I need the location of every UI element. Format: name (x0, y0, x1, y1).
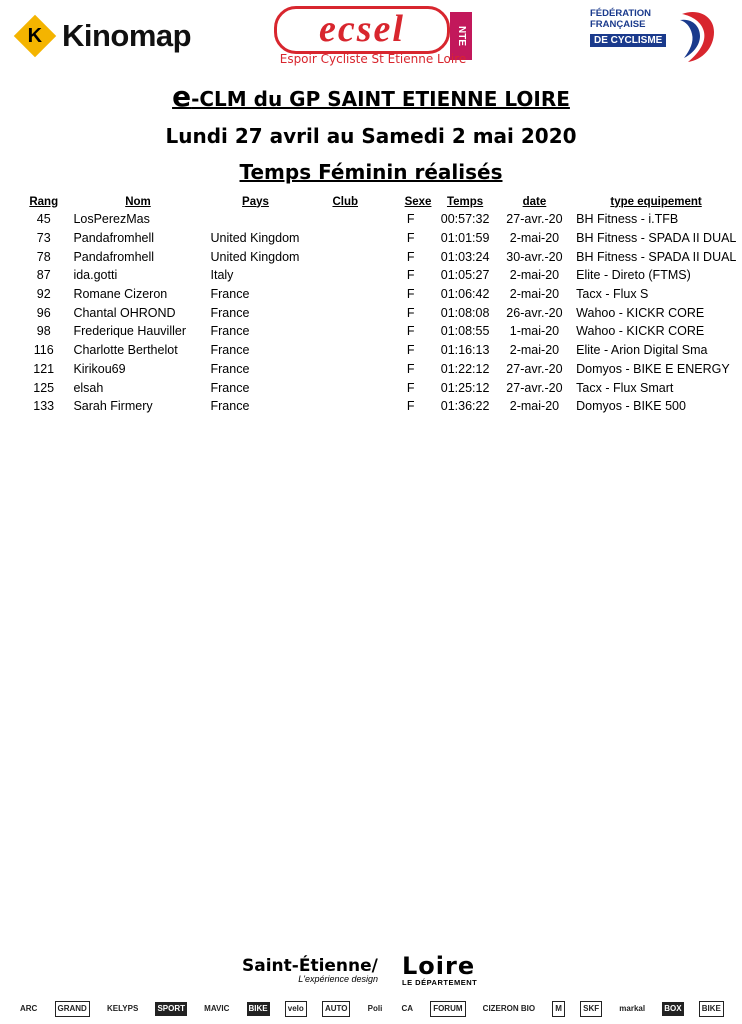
ecsel-tag: NTE (450, 12, 472, 60)
sponsor-logo: markal (619, 1004, 646, 1013)
cell-equipement: Elite - Direto (FTMS) (576, 268, 691, 283)
cell-nom: ida.gotti (73, 268, 118, 283)
cell-rang: 121 (33, 361, 55, 376)
sponsor-logo: ARC (20, 1004, 38, 1013)
section-title: Temps Féminin réalisés (239, 160, 503, 184)
cell-temps: 01:25:12 (440, 380, 490, 395)
table-row (22, 210, 742, 229)
cell-pays: France (210, 305, 250, 320)
table-row (22, 322, 742, 341)
ecsel-logo (270, 6, 476, 70)
cell-pays: United Kingdom (210, 231, 300, 246)
results-body (22, 210, 742, 416)
cell-date: 2-mai-20 (509, 287, 560, 302)
cell-club (300, 341, 390, 360)
ffc-line3: DE CYCLISME (590, 34, 666, 47)
cell-temps: 01:05:27 (440, 268, 490, 283)
cell-rang: 96 (36, 305, 51, 320)
cell-sexe: F (406, 361, 415, 376)
table-row (22, 397, 742, 416)
sponsor-strip (18, 998, 724, 1020)
sponsor-logo: CIZERON BIO (482, 1004, 536, 1013)
table-row (22, 285, 742, 304)
cell-date: 1-mai-20 (509, 324, 560, 339)
sponsor-logo: SKF (580, 1001, 602, 1017)
cell-date: 30-avr.-20 (506, 249, 563, 264)
cell-nom: Pandafromhell (73, 231, 155, 246)
header-temps: Temps (446, 195, 484, 208)
cell-equipement: Wahoo - KICKR CORE (576, 305, 705, 320)
cell-nom: Pandafromhell (73, 249, 155, 264)
cell-club (300, 285, 390, 304)
table-row (22, 341, 742, 360)
cell-sexe: F (406, 287, 415, 302)
cell-rang: 125 (33, 380, 55, 395)
ffc-line1: FÉDÉRATION (590, 8, 652, 19)
sponsor-logo: KELYPS (107, 1004, 139, 1013)
cell-pays: France (210, 361, 250, 376)
cell-date: 27-avr.-20 (506, 212, 563, 227)
table-header-row (22, 193, 742, 210)
cell-equipement: Domyos - BIKE E ENERGY (576, 361, 730, 376)
event-title (0, 80, 742, 113)
cell-equipement: Domyos - BIKE 500 (576, 399, 686, 414)
cell-date: 2-mai-20 (509, 231, 560, 246)
sponsor-logo: Poli (367, 1004, 383, 1013)
cell-date: 2-mai-20 (509, 343, 560, 358)
cell-date: 27-avr.-20 (506, 380, 563, 395)
cell-temps: 01:16:13 (440, 343, 490, 358)
cell-club (300, 210, 390, 229)
loire-logo (402, 954, 502, 990)
ecsel-subtitle: Espoir Cycliste St Etienne Loire (279, 52, 467, 66)
cell-club (300, 303, 390, 322)
cell-nom: Sarah Firmery (73, 399, 153, 414)
ffc-line2: FRANÇAISE (590, 19, 646, 30)
cell-temps: 01:22:12 (440, 361, 490, 376)
ecsel-wordmark: ecsel (274, 6, 450, 54)
ffc-swoosh-icon (678, 8, 718, 64)
cell-temps: 01:08:08 (440, 305, 490, 320)
cell-rang: 92 (36, 287, 51, 302)
sponsor-logo: MAVIC (204, 1004, 230, 1013)
cell-sexe: F (406, 249, 415, 264)
event-title-text: -CLM du GP SAINT ETIENNE LOIRE (191, 87, 570, 111)
cell-nom: Kirikou69 (73, 361, 126, 376)
cell-nom: Chantal OHROND (73, 305, 176, 320)
header-date: date (522, 195, 547, 208)
cell-pays: France (210, 343, 250, 358)
cell-date: 2-mai-20 (509, 399, 560, 414)
cell-club (300, 266, 390, 285)
cell-equipement: BH Fitness - i.TFB (576, 212, 679, 227)
cell-temps: 01:06:42 (440, 287, 490, 302)
sponsor-logo: velo (285, 1001, 307, 1017)
header-pays: Pays (242, 195, 269, 208)
sponsor-logo: AUTO (322, 1001, 351, 1017)
cell-club (300, 397, 390, 416)
cell-club (300, 360, 390, 379)
header-rang: Rang (29, 195, 59, 208)
header-equipement: type equipement (610, 195, 702, 208)
cell-date: 26-avr.-20 (506, 305, 563, 320)
cell-sexe: F (406, 380, 415, 395)
table-row (22, 266, 742, 285)
cell-equipement: Tacx - Flux Smart (576, 380, 674, 395)
cell-date: 2-mai-20 (509, 268, 560, 283)
cell-rang: 78 (36, 249, 51, 264)
cell-rang: 116 (33, 343, 54, 358)
cell-equipement: BH Fitness - SPADA II DUAL (576, 249, 737, 264)
sponsor-logo: GRAND (55, 1001, 90, 1017)
table-row (22, 229, 742, 248)
cell-equipement: Elite - Arion Digital Sma (576, 343, 708, 358)
cell-sexe: F (406, 268, 415, 283)
header-club: Club (332, 195, 359, 208)
header-sexe: Sexe (404, 195, 432, 208)
cell-nom: elsah (73, 380, 104, 395)
cell-equipement: BH Fitness - SPADA II DUAL (576, 231, 737, 246)
loire-name: Loire (402, 952, 476, 980)
kinomap-wordmark: Kinomap (62, 18, 192, 53)
cell-pays: France (210, 324, 250, 339)
kinomap-diamond-icon: K (14, 15, 56, 57)
cell-rang: 45 (36, 212, 51, 227)
cell-temps: 00:57:32 (440, 212, 490, 227)
cell-pays: United Kingdom (210, 249, 300, 264)
cell-pays: France (210, 380, 250, 395)
table-row (22, 247, 742, 266)
cell-club (300, 229, 390, 248)
cell-club (300, 378, 390, 397)
sponsor-logo: SPORT (155, 1002, 187, 1016)
cell-equipement: Tacx - Flux S (576, 287, 649, 302)
cell-rang: 73 (36, 231, 51, 246)
results-table (22, 193, 742, 416)
cell-temps: 01:03:24 (440, 249, 490, 264)
cell-temps: 01:01:59 (440, 231, 490, 246)
cell-rang: 133 (33, 399, 55, 414)
cell-pays: Italy (210, 268, 234, 283)
cell-temps: 01:36:22 (440, 399, 490, 414)
ffc-logo (590, 8, 720, 66)
cell-rang: 87 (36, 268, 51, 283)
cell-sexe: F (406, 305, 415, 320)
cell-club (300, 322, 390, 341)
kinomap-logo (14, 14, 191, 58)
cell-club (300, 247, 390, 266)
cell-nom: Frederique Hauviller (73, 324, 186, 339)
header-nom: Nom (125, 195, 151, 208)
cell-rang: 98 (36, 324, 51, 339)
event-dates: Lundi 27 avril au Samedi 2 mai 2020 (165, 124, 577, 148)
cell-sexe: F (406, 399, 415, 414)
table-row (22, 303, 742, 322)
sponsor-logo: M (552, 1001, 565, 1017)
saint-etienne-name: Saint-Étienne/ (242, 956, 378, 976)
cell-pays (211, 210, 301, 229)
sponsor-logo: CA (401, 1004, 414, 1013)
sponsor-logo: BIKE (699, 1001, 724, 1017)
table-row (22, 360, 742, 379)
saint-etienne-logo (242, 956, 388, 992)
footer-logos (0, 952, 742, 992)
cell-sexe: F (406, 343, 415, 358)
cell-sexe: F (406, 212, 415, 227)
event-title-prefix: e (172, 80, 192, 113)
cell-pays: France (210, 399, 250, 414)
saint-etienne-tagline: L'expérience design (298, 974, 378, 984)
sponsor-logo: BIKE (247, 1002, 270, 1016)
cell-temps: 01:08:55 (440, 324, 490, 339)
cell-sexe: F (406, 231, 415, 246)
loire-subtitle: LE DÉPARTEMENT (402, 978, 478, 987)
cell-nom: LosPerezMas (73, 212, 150, 227)
cell-sexe: F (406, 324, 415, 339)
page-header (0, 0, 742, 80)
cell-date: 27-avr.-20 (506, 361, 563, 376)
cell-nom: Charlotte Berthelot (73, 343, 178, 358)
cell-pays: France (210, 287, 250, 302)
sponsor-logo: BOX (662, 1002, 683, 1016)
table-row (22, 378, 742, 397)
sponsor-logo: FORUM (430, 1001, 465, 1017)
cell-nom: Romane Cizeron (73, 287, 168, 302)
cell-equipement: Wahoo - KICKR CORE (576, 324, 705, 339)
